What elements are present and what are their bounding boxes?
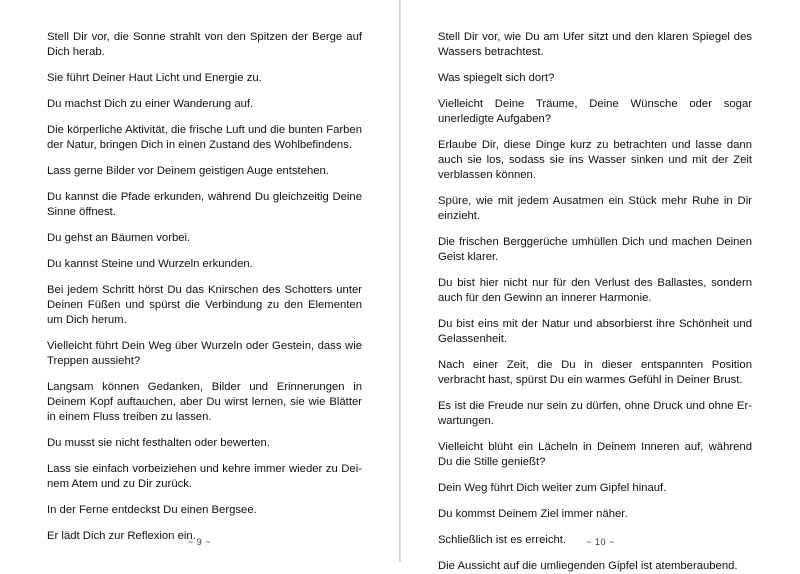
paragraph: Schließlich ist es erreicht.: [438, 534, 567, 546]
paragraph: Langsam können Gedanken, Bilder und Erinnerungen in Deinem Kopf auftauchen, aber Du wirst lernen, sie wie Blätter in einem Fluss treiben zu lassen.: [47, 381, 362, 423]
paragraph: Erlaube Dir, diese Dinge kurz zu betrachten und lasse dann auch sie los, sodass sie ins Wasser sinken und mit der Zeit verblassen können.: [438, 139, 752, 181]
paragraph: Sie führt Deiner Haut Licht und Energie zu.: [47, 72, 262, 84]
paragraph: Du kannst Steine und Wurzeln erkunden.: [47, 258, 253, 270]
paragraph: Du gehst an Bäumen vorbei.: [47, 232, 191, 244]
paragraph: Lass sie einfach vorbeiziehen und kehre immer wieder zu Deinem Atem und zu Dir zurück.: [47, 463, 362, 490]
paragraph: Du machst Dich zu einer Wanderung auf.: [47, 98, 254, 110]
paragraph: Die körperliche Aktivität, die frische Luft und die bunten Farben der Natur, bringen Dich in einen Zustand des Wohlbefindens.: [47, 124, 362, 151]
paragraph: Nach einer Zeit, die Du in dieser entspannten Position verbracht hast, spürst Du ein warmes Gefühl in Deiner Brust.: [438, 359, 752, 386]
paragraph: Vielleicht Deine Träume, Deine Wünsche oder sogar unerledigte Aufgaben?: [438, 98, 752, 125]
paragraph: Die frischen Berggerüche umhüllen Dich und machen Deinen Geist klarer.: [438, 236, 752, 263]
paragraph: Du bist hier nicht nur für den Verlust des Ballastes, sondern auch für den Gewinn an innerer Harmonie.: [438, 277, 752, 304]
paragraph: Vielleicht führt Dein Weg über Wurzeln oder Gestein, dass wie Treppen aussieht?: [47, 340, 362, 367]
paragraph: Er lädt Dich zur Reflexion ein.: [47, 530, 196, 542]
paragraph: Lass gerne Bilder vor Deinem geistigen Auge entstehen.: [47, 165, 329, 177]
paragraph: Spüre, wie mit jedem Ausatmen ein Stück mehr Ruhe in Dir einzieht.: [438, 195, 752, 222]
left-page: [0, 0, 399, 562]
right-page: [401, 0, 800, 572]
paragraph: Du bist eins mit der Natur und absorbierst ihre Schönheit und Gelassenheit.: [438, 318, 752, 345]
paragraph: Du kommst Deinem Ziel immer näher.: [438, 508, 628, 520]
paragraph: In der Ferne entdeckst Du einen Bergsee.: [47, 504, 257, 516]
paragraph: Stell Dir vor, die Sonne strahlt von den Spitzen der Berge auf Dich herab.: [47, 31, 362, 58]
paragraph: Du kannst die Pfade erkunden, während Du gleichzeitig Deine Sinne öffnest.: [47, 191, 362, 218]
paragraph: Dein Weg führt Dich weiter zum Gipfel hinauf.: [438, 482, 667, 494]
paragraph: Es ist die Freude nur sein zu dürfen, ohne Druck und ohne Erwartungen.: [438, 400, 752, 427]
paragraph: Was spiegelt sich dort?: [438, 72, 555, 84]
paragraph: Stell Dir vor, wie Du am Ufer sitzt und den klaren Spiegel des Wassers betrachtest.: [438, 31, 752, 58]
paragraph: Vielleicht blüht ein Lächeln in Deinem Inneren auf, während Du die Stille genießt?: [438, 441, 752, 468]
page-number: ~ 9 ~: [187, 537, 212, 547]
paragraph: Du musst sie nicht festhalten oder bewerten.: [47, 437, 270, 449]
paragraph: Die Aussicht auf die umliegenden Gipfel ist atemberaubend.: [438, 560, 738, 572]
page-number: ~ 10 ~: [586, 537, 615, 547]
paragraph: Bei jedem Schritt hörst Du das Knirschen des Schotters unter Deinen Füßen und spürst die Verbindung zu den Elementen um Dich herum.: [47, 284, 362, 326]
